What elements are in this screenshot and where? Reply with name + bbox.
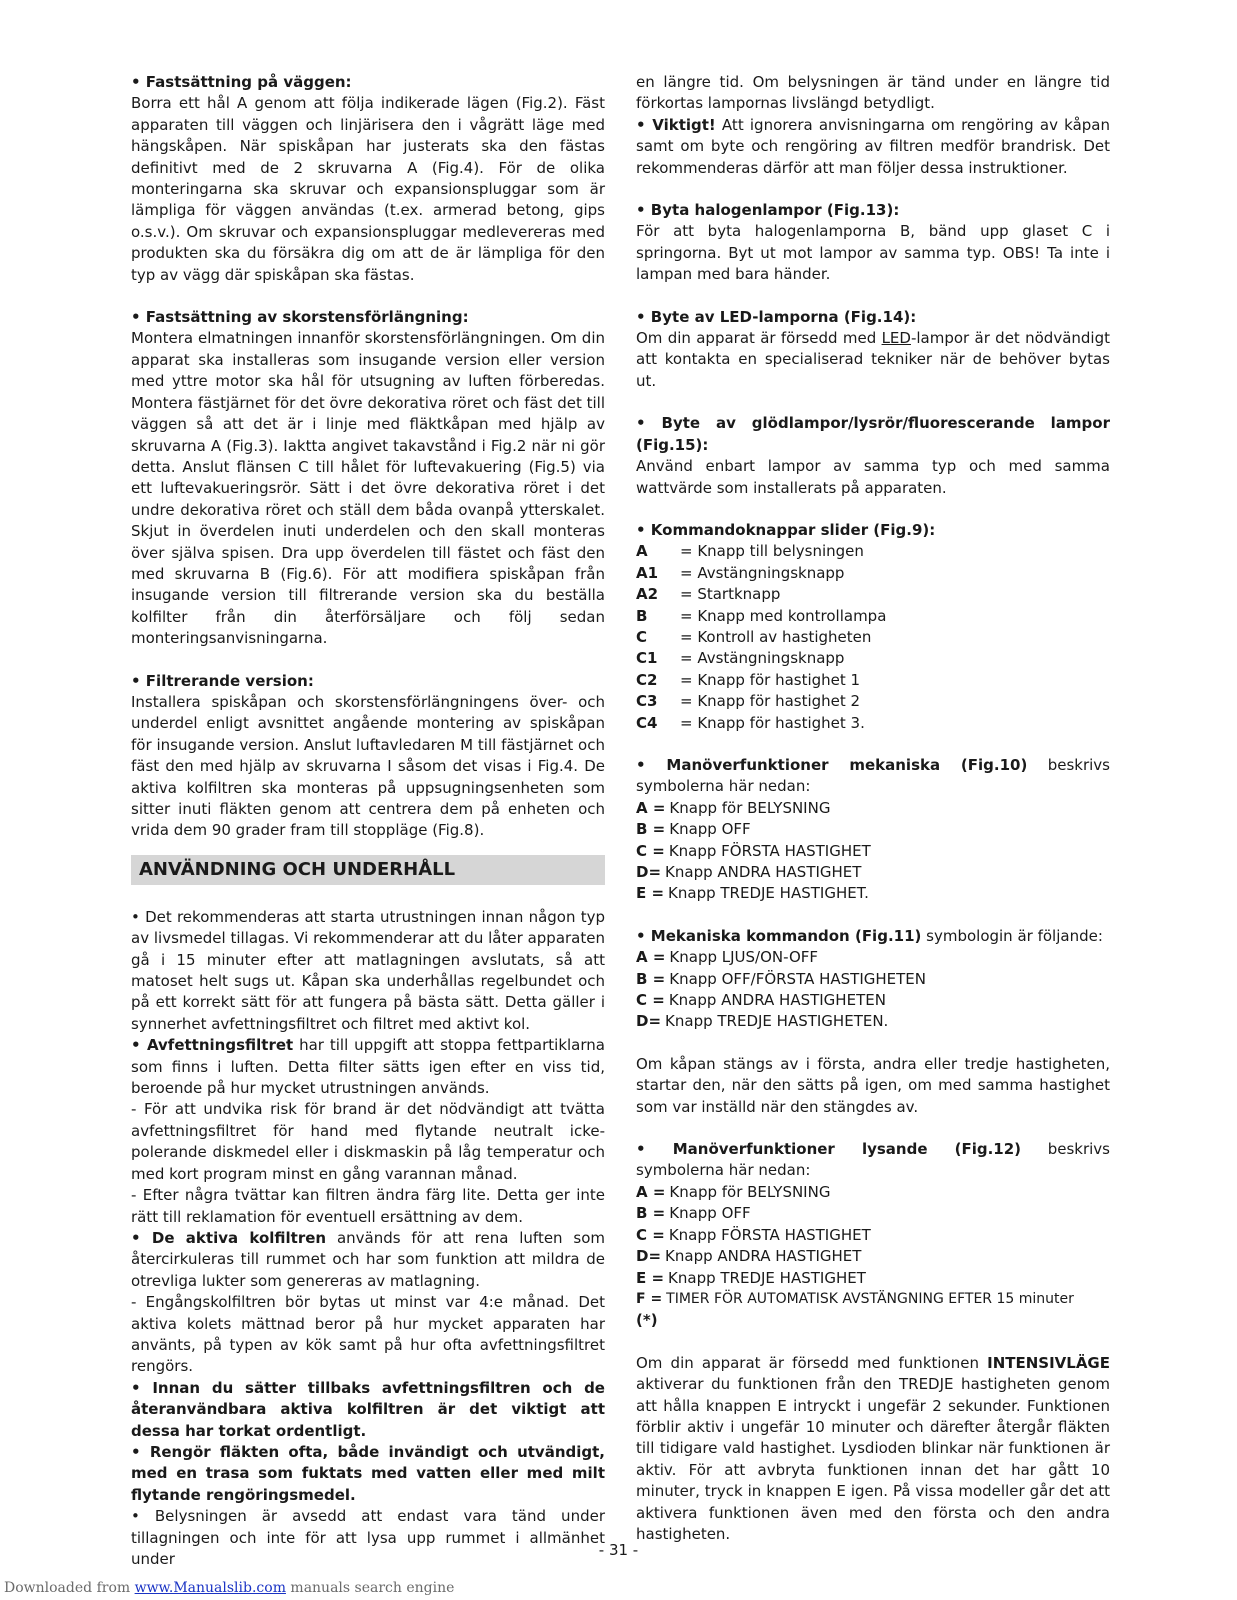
list-item: B = Knapp OFF/FÖRSTA HASTIGHETEN xyxy=(636,969,926,988)
lighting-list xyxy=(636,1182,1110,1332)
list-item: D= Knapp ANDRA HASTIGHET xyxy=(636,863,862,881)
list-item: C = Knapp ANDRA HASTIGHETEN xyxy=(636,991,886,1010)
slider-heading: • Kommandoknappar slider (Fig.9): xyxy=(636,520,936,539)
filter-version-text: Installera spiskåpan och skorstensförlängningens över- och underdel enligt avsnittet angående montering av spiskåpan för insugande version. Anslut luftavledaren M till fästjärnet och fäst den med hjälp av skruvarna I såsom det visas i Fig.4. De aktiva kolfiltren ska monteras på uppsugningsenheten som sitter inuti fläkten genom att centrera dem på enheten och vrida dem 90 grader fram till stoppläge (Fig.8). xyxy=(131,692,605,840)
list-item: C = Kontroll av hastigheten xyxy=(636,627,872,646)
mechanical-commands-heading: • Mekaniska kommandon (Fig.11) symbologin är följande: xyxy=(636,926,1103,945)
restart-text: Om kåpan stängs av i första, andra eller tredje hastigheten, startar den, när den sätts på igen, om med samma hastighet som var inställd när den stängdes av. xyxy=(636,1054,1110,1116)
list-item: A = Knapp LJUS/ON-OFF xyxy=(636,948,819,967)
filter-version-heading: • Filtrerande version: xyxy=(131,671,314,690)
wall-mount-text: Borra ett hål A genom att följa indikerade lägen (Fig.2). Fäst apparaten till väggen och linjärisera den i vågrätt läge med hängskåpen. När spiskåpan har justerats ska den fästas definitivt med de 2 skruvarna A (Fig.4). För de olika monteringarna ska skruvar och expansionspluggar som är lämpliga för väggen användas (t.ex. armerad betong, gips o.s.v.). Om skruvar och expansionspluggar medlevereras med produkten ska du försäkra dig om att de är lämpliga för den typ av vägg där spiskåpan ska fästas. xyxy=(131,94,605,284)
mechanical-list xyxy=(636,798,1110,905)
use-paragraph-2: • Avfettningsfiltret har till uppgift att stoppa fettpartiklarna som finns i luften. Detta filter sätts igen efter en viss tid, beroende på hur mycket utrustningen används. xyxy=(131,1036,605,1098)
use-paragraph-6: - Engångskolfiltren bör bytas ut minst var 4:e månad. Det aktiva kolets mättnad beror på hur mycket apparaten har använts, på typen av kök samt på hur ofta avfettningsfiltret rengörs. xyxy=(131,1293,605,1376)
timer-footnote-mark: (*) xyxy=(636,1311,658,1330)
list-item: C3 = Knapp för hastighet 2 xyxy=(636,692,861,711)
use-paragraph-5: • De aktiva kolfiltren används för att rena luften som återcirkuleras till rummet och har som funktion att mildra de otrevliga lukter som genereras av matlagning. xyxy=(131,1228,606,1290)
use-paragraph-4: - Efter några tvättar kan filtren ändra färg lite. Detta ger inte rätt till reklamation för eventuell ersättning av dem. xyxy=(131,1186,605,1226)
bulb-heading: • Byte av glödlampor/lysrör/fluorescerande lampor (Fig.15): xyxy=(636,414,1110,454)
intensive-mode-text: Om din apparat är försedd med funktionen INTENSIVLÄGE aktiverar du funktionen från den TREDJE hastigheten genom att hålla knappen E intryckt i ungefär 2 sekunder. Funktionen förblir aktiv i ungefär 10 minuter och därefter återgår fläkten till tidigare vald hastighet. Lysdioden blinkar när funktionen är aktiv. För att avbryta funktionen innan det har gått 10 minuter, tryck in knappen E igen. På vissa modeller går det att aktivera funktionen även med den första och den andra hastigheten. xyxy=(636,1353,1110,1543)
list-item: C4 = Knapp för hastighet 3. xyxy=(636,713,865,732)
list-item: E = Knapp TREDJE HASTIGHET. xyxy=(636,884,869,903)
list-item: B = Knapp OFF xyxy=(636,1204,751,1223)
halogen-text: För att byta halogenlamporna B, bänd upp glaset C i springorna. Byt ut mot lampor av samma typ. OBS! Ta inte i lampan med bara händer. xyxy=(636,222,1110,284)
download-footer: Downloaded from www.Manualslib.com manuals search engine xyxy=(4,1580,455,1596)
chimney-heading: • Fastsättning av skorstensförlängning: xyxy=(131,308,469,327)
list-item: D= Knapp ANDRA HASTIGHET xyxy=(636,1247,862,1266)
list-item-timer: F = TIMER FÖR AUTOMATISK AVSTÄNGNING EFTER 15 minuter xyxy=(636,1290,1074,1307)
mechanical-heading: • Manöverfunktioner mekaniska (Fig.10) beskrivs symbolerna här nedan: xyxy=(636,755,1110,796)
list-item: A = Knapp till belysningen xyxy=(636,542,864,561)
use-paragraph-9: • Belysningen är avsedd att endast vara tänd under tillagningen och inte för att lysa upp rummet i allmänhet under xyxy=(131,1507,605,1568)
wall-mount-heading: • Fastsättning på väggen: xyxy=(131,73,352,91)
slider-list xyxy=(636,541,1110,734)
led-text: Om din apparat är försedd med LED-lampor är det nödvändigt att kontakta en specialiserad tekniker när de behöver bytas ut. xyxy=(636,329,1110,390)
list-item: C2 = Knapp för hastighet 1 xyxy=(636,670,861,689)
left-column xyxy=(131,72,605,1570)
right-column xyxy=(636,72,1110,1545)
page-number: - 31 - xyxy=(598,1541,639,1559)
list-item: E = Knapp TREDJE HASTIGHET xyxy=(636,1268,866,1287)
list-item: A1 = Avstängningsknapp xyxy=(636,563,845,582)
list-item: C1 = Avstängningsknapp xyxy=(636,649,845,668)
continued-text: en längre tid. Om belysningen är tänd under en längre tid förkortas lampornas livslängd betydligt. xyxy=(636,73,1110,113)
led-heading: • Byte av LED-lamporna (Fig.14): xyxy=(636,307,917,326)
list-item: C = Knapp FÖRSTA HASTIGHET xyxy=(636,841,871,860)
list-item: C = Knapp FÖRSTA HASTIGHET xyxy=(636,1225,871,1244)
important-note: • Viktigt! Att ignorera anvisningarna om rengöring av kåpan samt om byte och rengöring av filtren medför brandrisk. Det rekommenderas därför att man följer dessa instruktioner. xyxy=(636,115,1110,177)
section-title-use-maintenance: ANVÄNDNING OCH UNDERHÅLL xyxy=(131,855,605,885)
use-paragraph-1: • Det rekommenderas att starta utrustningen innan någon typ av livsmedel tillagas. Vi rekommenderar att du låter apparaten gå i 15 minuter efter att matlagningen avslutats, så att matoset helt sugs ut. Kåpan ska underhållas regelbundet och på ett korrekt sätt för att fungera på bästa sätt. Detta gäller i synnerhet avfettningsfiltret och filtret med aktivt kol. xyxy=(131,907,605,1033)
list-item: D= Knapp TREDJE HASTIGHETEN. xyxy=(636,1012,889,1031)
halogen-heading: • Byta halogenlampor (Fig.13): xyxy=(636,201,900,220)
list-item: B = Knapp med kontrollampa xyxy=(636,606,887,625)
list-item: A = Knapp för BELYSNING xyxy=(636,798,831,817)
mechanical-commands-list xyxy=(636,947,1110,1033)
list-item: A = Knapp för BELYSNING xyxy=(636,1182,831,1201)
manualslib-link[interactable]: www.Manualslib.com xyxy=(134,1580,286,1596)
list-item: B = Knapp OFF xyxy=(636,820,751,839)
use-paragraph-8: • Rengör fläkten ofta, både invändigt och utvändigt, med en trasa som fuktats med vatten eller med milt flytande rengöringsmedel. xyxy=(131,1442,605,1504)
chimney-text: Montera elmatningen innanför skorstensförlängningen. Om din apparat ska installeras som insugande version eller version med yttre motor ska hål för utsugning av luften förberedas. Montera fästjärnet för det övre dekorativa röret och fäst det till väggen så att det är i linje med fläktkåpan med hjälp av skruvarna A (Fig.3). Iaktta angivet takavstånd i Fig.2 när ni gör detta. Anslut flänsen C till hålet för luftevakuering (Fig.5) via ett luftevakueringsrör. Sätt i det övre dekorativa röret i det undre dekorativa röret och ställ dem båda ovanpå ytterskalet. Skjut in överdelen inuti underdelen och den skall monteras över själva spisen. Dra upp överdelen till fästet och fäst den med skruvarna B (Fig.6). För att modifiera spiskåpan från insugande version till filtrerande version ska du beställa kolfilter från din återförsäljare och följ sedan monteringsanvisningarna. xyxy=(131,329,605,648)
use-paragraph-7: • Innan du sätter tillbaks avfettningsfiltren och de återanvändbara aktiva kolfiltren är det viktigt att dessa har torkat ordentligt. xyxy=(131,1378,605,1440)
bulb-text: Använd enbart lampor av samma typ och med samma wattvärde som installerats på apparaten. xyxy=(636,457,1110,497)
use-paragraph-3: - För att undvika risk för brand är det nödvändigt att tvätta avfettningsfiltret för hand med flytande neutralt icke-polerande diskmedel eller i diskmaskin på låg temperatur och med kort program minst en gång varannan månad. xyxy=(131,1100,605,1183)
lighting-heading: • Manöverfunktioner lysande (Fig.12) beskrivs symbolerna här nedan: xyxy=(636,1140,1110,1180)
list-item: A2 = Startknapp xyxy=(636,585,781,604)
